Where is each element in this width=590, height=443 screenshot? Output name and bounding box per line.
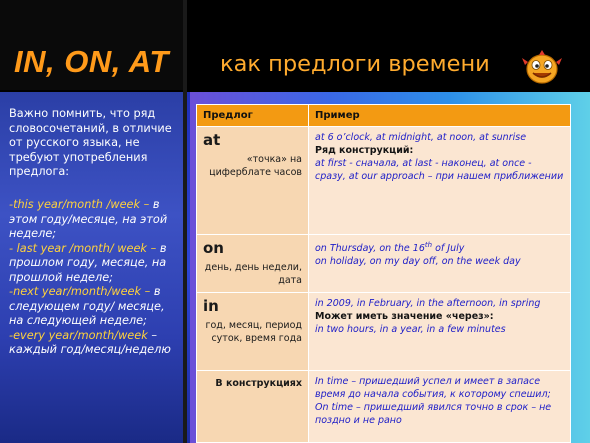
prep-desc: год, месяц, период суток, время года — [205, 320, 302, 344]
header-divider — [183, 0, 187, 443]
example-text: on Thursday, on the 16th of July — [315, 241, 465, 255]
prep-desc: «точка» на циферблате часов — [209, 154, 302, 178]
prepositions-table — [196, 104, 571, 443]
prep-cell — [197, 127, 309, 235]
table-row — [197, 127, 571, 235]
prep-desc: день, день недели, дата — [204, 262, 302, 286]
table-row — [197, 371, 571, 443]
example-label: Может иметь значение «через»: — [315, 311, 494, 322]
phrase-list — [9, 198, 181, 358]
example-cell — [309, 235, 571, 293]
table-header-row — [197, 105, 571, 127]
prep-cell — [197, 235, 309, 293]
example-text: at first - сначала, at last - наконец, at once - сразу, at our approach – при нашем приближении — [315, 158, 564, 182]
table-row — [197, 235, 571, 293]
slide-subtitle: как предлоги времени — [220, 51, 490, 77]
example-cell — [309, 293, 571, 371]
header-preposition: Предлог — [197, 105, 309, 127]
prep-cell — [197, 371, 309, 443]
list-item: -next year/month/week – в следующем году/ месяце, на следующей неделе; — [9, 285, 165, 327]
header-example: Пример — [309, 105, 571, 127]
prep-word: on — [203, 239, 224, 257]
example-cell — [309, 127, 571, 235]
example-label: Ряд конструкций: — [315, 145, 414, 156]
example-text: in two hours, in a year, in a few minutes — [315, 324, 506, 335]
list-item: -every year/month/week – каждый год/месяц/неделю — [9, 328, 171, 356]
example-cell — [309, 371, 571, 443]
example-text: at 6 o’clock, at midnight, at noon, at sunrise — [315, 132, 527, 143]
slide-title: IN, ON, AT — [14, 44, 169, 79]
table-row — [197, 293, 571, 371]
example-text: In time – пришедший успел и имеет в запасе время до начала события, к которому спешил; On time – пришедший явился точно в срок – не поздно и не рано — [315, 376, 552, 426]
left-panel — [0, 92, 184, 443]
example-text: in 2009, in February, in the afternoon, in spring — [315, 298, 541, 309]
list-item: - last year /month/ week – в прошлом году, месяце, на прошлой неделе; — [9, 241, 167, 284]
intro-text: Важно помнить, что ряд словосочетаний, в отличие от русского языка, не требуют употребления предлога: — [9, 107, 172, 178]
prep-word: at — [203, 131, 221, 149]
prep-desc: В конструкциях — [215, 378, 302, 389]
smiley-icon — [521, 50, 563, 86]
prep-word: in — [203, 297, 219, 315]
prep-cell — [197, 293, 309, 371]
list-item: -this year/month /week – в этом году/месяце, на этой неделе; — [9, 198, 168, 240]
example-text: on holiday, on my day off, on the week day — [315, 256, 521, 268]
